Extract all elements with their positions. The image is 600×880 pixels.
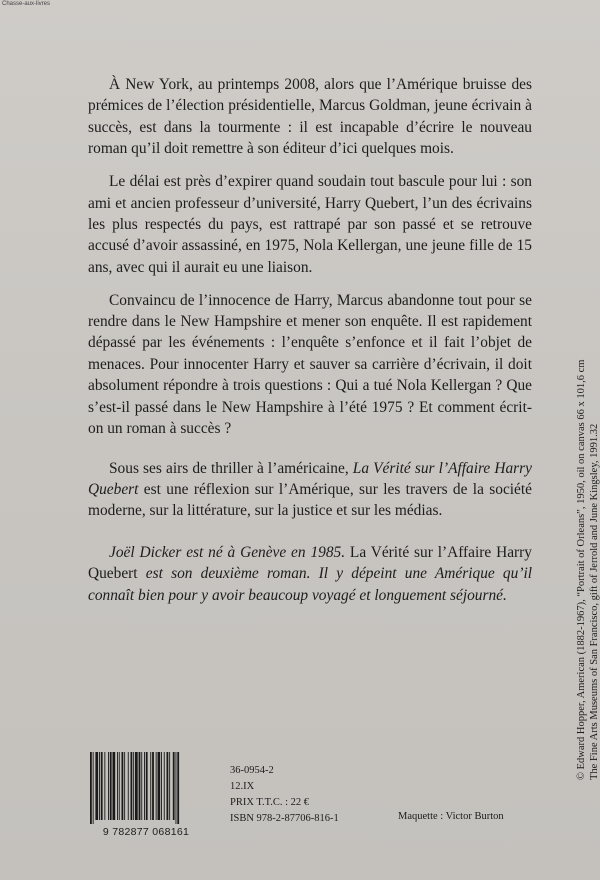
book-info xyxy=(230,763,339,827)
barcode-bar xyxy=(131,752,133,820)
barcode-bar xyxy=(95,752,98,820)
barcode-bar xyxy=(169,752,170,820)
barcode-bar xyxy=(152,752,154,820)
barcode-bar xyxy=(117,752,118,820)
barcode-bar xyxy=(141,752,142,820)
synopsis-paragraph-1: À New York, au printemps 2008, alors que l’Amérique bruisse des prémices de l’élection présidentielle, Marcus Goldman, jeune écrivain à succès, est dans la tourmente : il est incapable d’écrire le nouveau roman qu’il doit remettre à son éditeur d’ici quelques mois. xyxy=(88,76,532,158)
barcode-bar xyxy=(99,752,100,820)
maquette-credit: Maquette : Victor Burton xyxy=(398,811,504,822)
author-bio-rest: est son deuxième roman. Il y dépeint une Amérique qu’il connaît bien pour y avoir beaucoup voyagé et longuement séjourné. xyxy=(88,565,533,604)
book-isbn: ISBN 978-2-87706-816-1 xyxy=(230,813,339,824)
barcode-bar xyxy=(135,752,138,820)
barcode-bar xyxy=(110,752,112,820)
barcode-bar xyxy=(133,752,134,820)
synopsis-paragraph-3: Convaincu de l’innocence de Harry, Marcus abandonne tout pour se rendre dans le New Hampshire et mener son enquête. Il est rapidement dépassé par les événements : l’enquête s’enfonce et il fait l’objet de menaces. Pour innocenter Harry et sauver sa carrière d’écrivain, il doit absolument répondre à trois questions : Qui a tué Nola Kellergan ? Que s’est-il passé dans le New Hampshire à l’été 1975 ? Et comment écrit-on un roman à succès ? xyxy=(88,291,532,438)
barcode-bar xyxy=(101,752,103,820)
painting-credit-line-2: The Fine Arts Museums of San Francisco, gift of Jerrold and June Kingsley, 1991.32 xyxy=(589,423,600,780)
barcode-bar xyxy=(161,752,162,820)
barcode-bar xyxy=(167,752,169,820)
synopsis-paragraph-2: Le délai est près d’expirer quand soudain tout bascule pour lui : son ami et ancien professeur d’université, Harry Quebert, l’un des écrivains les plus respectés du pays, est rattrapé par son passé et se retrouve accusé d’avoir assassiné, en 1975, Nola Kellergan, une jeune fille de 15 ans, avec qui il aurait eu une liaison. xyxy=(88,173,532,276)
watermark: Chasse-aux-livres xyxy=(2,1,51,7)
barcode-bar xyxy=(122,752,124,820)
synopsis-paragraph-4 xyxy=(88,458,532,522)
barcode-bar xyxy=(173,752,175,820)
barcode-bar xyxy=(144,752,145,820)
barcode-bar xyxy=(104,752,105,820)
barcode-bar xyxy=(124,752,125,820)
barcode-bar xyxy=(108,752,109,820)
barcode-bar xyxy=(177,752,179,824)
barcode-bars xyxy=(88,752,204,824)
synopsis-text xyxy=(88,74,532,617)
painting-credit xyxy=(575,350,600,780)
barcode-bar xyxy=(164,752,165,820)
book-date: 12.IX xyxy=(230,781,255,792)
barcode-bar xyxy=(113,752,116,820)
synopsis-p4-intro: Sous ses airs de thriller à l’américaine, xyxy=(109,459,353,477)
barcode-bar xyxy=(128,752,129,820)
author-bio-title: La Vérité sur l’Affaire Harry Quebert xyxy=(88,543,532,583)
painting-credit-line-1: © Edward Hopper, American (1882-1967), “Portrait of Orleans”, 1950, oil on canvas 66 x 101,6 cm xyxy=(576,359,587,780)
book-price: PRIX T.T.C. : 22 € xyxy=(230,797,310,808)
barcode-bar xyxy=(176,752,177,824)
barcode xyxy=(88,752,204,842)
barcode-digits: 9 782877 068161 xyxy=(102,826,190,838)
barcode-bar xyxy=(150,752,151,820)
barcode-bar xyxy=(90,752,92,824)
barcode-bar xyxy=(93,752,94,824)
author-bio-intro: Joël Dicker est né à Genève en 1985. xyxy=(109,543,346,561)
author-bio xyxy=(88,542,532,606)
book-title-italic: La Vérité sur l’Affaire Harry Quebert xyxy=(88,459,532,498)
barcode-bar xyxy=(119,752,120,820)
barcode-bar xyxy=(139,752,141,820)
barcode-bar xyxy=(158,752,161,820)
barcode-bar xyxy=(156,752,157,820)
synopsis-p4-rest: est une réflexion sur l’Amérique, sur les travers de la société moderne, sur la littérature, sur la justice et sur les médias. xyxy=(88,480,532,520)
barcode-bar xyxy=(146,752,148,820)
book-code: 36-0954-2 xyxy=(230,765,274,776)
